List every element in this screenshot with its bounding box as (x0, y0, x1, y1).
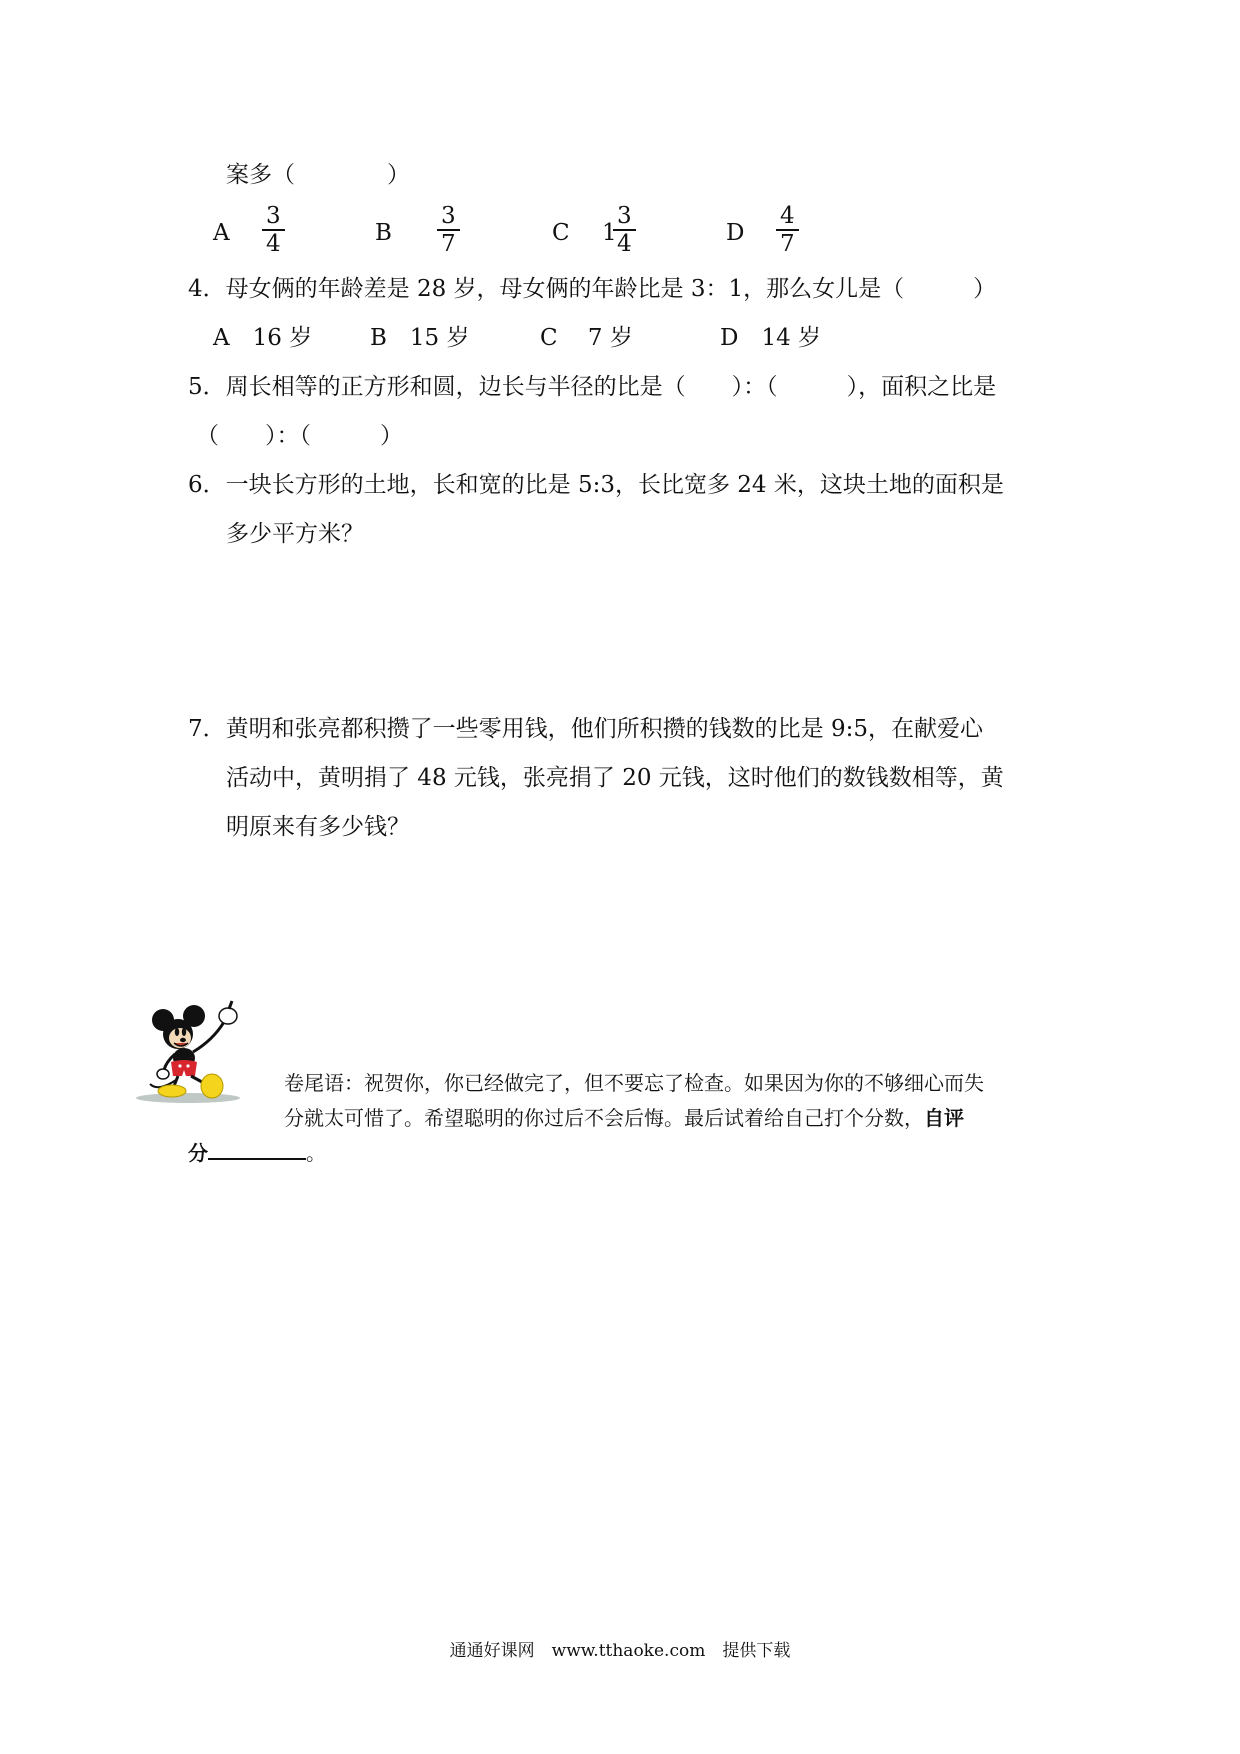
fraction-denominator: 7 (441, 231, 456, 257)
question-5-line-1: 5．周长相等的正方形和圆，边长与半径的比是（ ）：（ ），面积之比是 (188, 374, 997, 400)
option-letter: C (552, 220, 570, 246)
question-6-line-2: 多少平方米？ (226, 521, 364, 547)
fraction (437, 203, 460, 257)
question-7-line-1: 7．黄明和张亮都积攒了一些零用钱，他们所积攒的钱数的比是 9:5，在献爱心 (188, 716, 983, 742)
q4-option-c: C 7 岁 (540, 325, 633, 351)
closing-text: 分就太可惜了。希望聪明的你过后不会后悔。最后试着给自己打个分数， (284, 1106, 924, 1130)
question-6-line-1: 6．一块长方形的土地，长和宽的比是 5:3，长比宽多 24 米，这块土地的面积是 (188, 472, 1004, 498)
cartoon-mouse-illustration (128, 1000, 268, 1110)
fraction-denominator: 7 (780, 231, 795, 257)
option-letter: D (726, 220, 745, 246)
fraction-numerator: 3 (437, 203, 460, 231)
option-letter: A (213, 220, 230, 246)
question-5-line-2: （ ）：（ ） (196, 423, 403, 449)
q4-option-a: A 16 岁 (213, 325, 313, 351)
question-7-line-2: 活动中，黄明捐了 48 元钱，张亮捐了 20 元钱，这时他们的数钱数相等，黄 (226, 765, 1004, 791)
self-score-label-end: 分 (188, 1141, 208, 1165)
q4-option-b: B 15 岁 (370, 325, 470, 351)
fraction (776, 203, 799, 257)
footer-source: 通通好课网 www.tthaoke.com 提供下载 (449, 1641, 791, 1661)
fraction-numerator: 3 (262, 203, 285, 231)
fraction-denominator: 4 (617, 231, 632, 257)
q3-tail-text: 案多（ ） (226, 162, 410, 188)
fraction-numerator: 3 (613, 203, 636, 231)
fraction (613, 203, 636, 257)
closing-period: 。 (306, 1141, 326, 1165)
closing-line-2 (284, 1101, 964, 1136)
fraction (262, 203, 285, 257)
option-letter: B (375, 220, 392, 246)
fraction-numerator: 4 (776, 203, 799, 231)
fraction-denominator: 4 (266, 231, 281, 257)
mixed-number-whole: 1 (602, 220, 617, 246)
self-score-label: 自评 (924, 1106, 964, 1130)
question-4-text: 4．母女俩的年龄差是 28 岁，母女俩的年龄比是 3：1，那么女儿是（ ） (188, 276, 997, 302)
closing-line-3 (188, 1136, 326, 1171)
closing-line-1: 卷尾语：祝贺你，你已经做完了，但不要忘了检查。如果因为你的不够细心而失 (284, 1071, 984, 1095)
self-score-blank[interactable] (208, 1138, 306, 1160)
question-7-line-3: 明原来有多少钱？ (226, 814, 410, 840)
q4-option-d: D 14 岁 (720, 325, 822, 351)
